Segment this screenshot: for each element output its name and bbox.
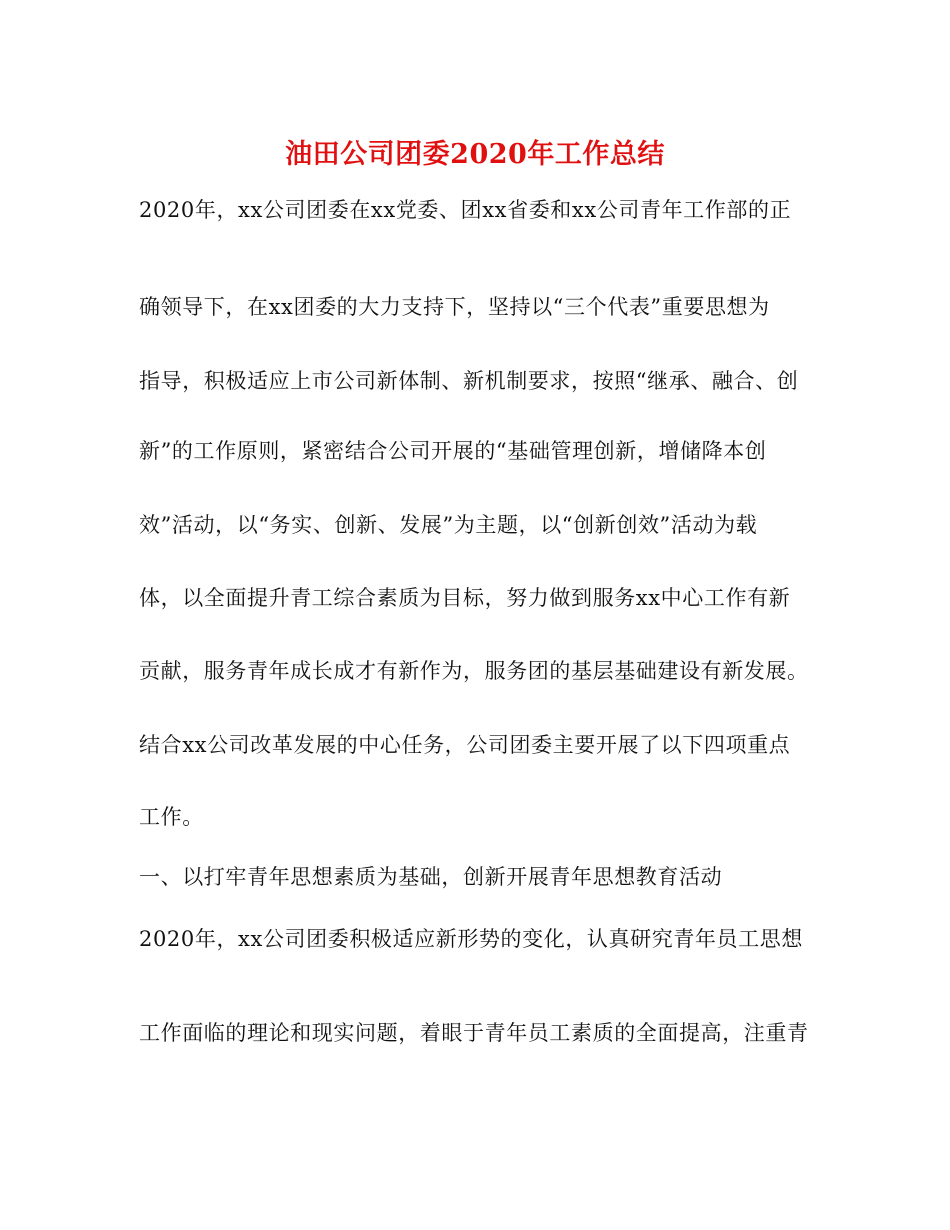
paragraph-line: 确领导下，在xx团委的大力支持下，坚持以“三个代表”重要思想为 bbox=[139, 295, 770, 319]
paragraph-line: 2020年，xx公司团委在xx党委、团xx省委和xx公司青年工作部的正 bbox=[139, 198, 792, 222]
paragraph-line: 工作面临的理论和现实问题，着眼于青年员工素质的全面提高，注重青 bbox=[139, 1021, 809, 1045]
paragraph-line: 指导，积极适应上市公司新体制、新机制要求，按照“继承、融合、创 bbox=[139, 369, 799, 393]
document-title: 油田公司团委2020年工作总结 bbox=[285, 139, 665, 170]
paragraph-line: 新”的工作原则，紧密结合公司开展的“基础管理创新，增储降本创 bbox=[139, 439, 767, 463]
paragraph-line: 2020年，xx公司团委积极适应新形势的变化，认真研究青年员工思想 bbox=[139, 927, 803, 951]
paragraph-line: 贡献，服务青年成长成才有新作为，服务团的基层基础建设有新发展。 bbox=[139, 659, 809, 683]
paragraph-line: 工作。 bbox=[139, 805, 204, 829]
paragraph-line: 体，以全面提升青工综合素质为目标，努力做到服务xx中心工作有新 bbox=[139, 586, 791, 610]
paragraph-line: 结合xx公司改革发展的中心任务，公司团委主要开展了以下四项重点 bbox=[139, 733, 791, 757]
paragraph-line: 效”活动，以“务实、创新、发展”为主题，以“创新创效”活动为载 bbox=[139, 513, 758, 537]
section-heading: 一、以打牢青年思想素质为基础，创新开展青年思想教育活动 bbox=[139, 865, 723, 889]
